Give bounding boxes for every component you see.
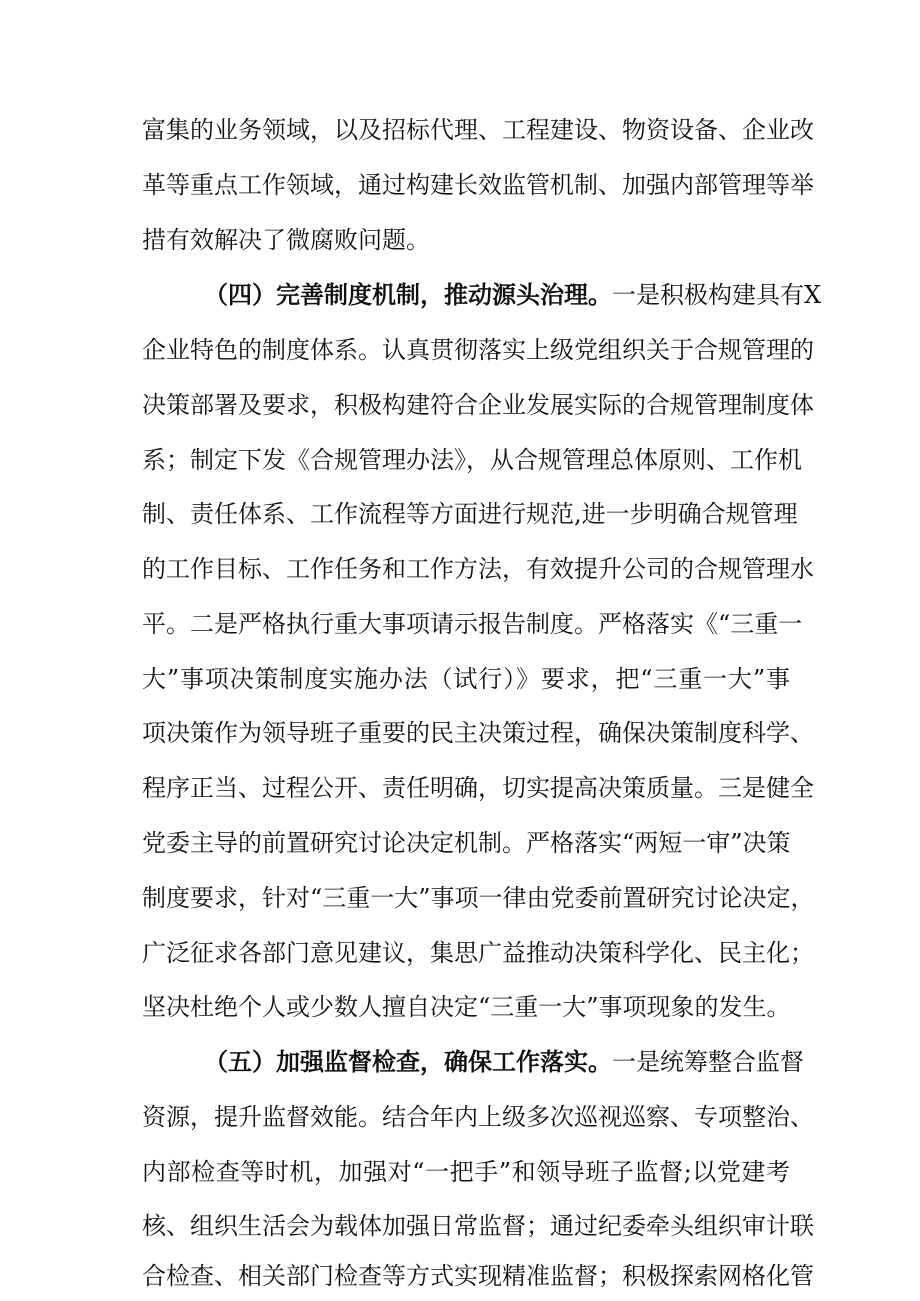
text-line: 核、组织生活会为载体加强日常监督；通过纪委牵头组织审计联 — [142, 1212, 814, 1240]
text-line: 决策部署及要求，积极构建符合企业发展实际的合规管理制度体 — [142, 391, 814, 419]
text-line: 程序正当、过程公开、责任明确，切实提高决策质量。三是健全 — [142, 774, 814, 802]
text-line: 内部检查等时机，加强对“一把手”和领导班子监督;以党建考 — [142, 1158, 790, 1186]
text-line: 制、责任体系、工作流程等方面进行规范,进一步明确合规管理 — [142, 500, 798, 528]
text-line: 资源，提升监督效能。结合年内上级多次巡视巡察、专项整治、 — [142, 1103, 814, 1131]
text-line: 企业特色的制度体系。认真贯彻落实上级党组织关于合规管理的 — [142, 336, 814, 364]
text-line: 的工作目标、工作任务和工作方法，有效提升公司的合规管理水 — [142, 555, 814, 583]
section-five-lead: 一是统筹整合监督 — [612, 1048, 804, 1076]
text-line: 革等重点工作领域，通过构建长效监管机制、加强内部管理等举 — [142, 171, 814, 199]
text-line: 大”事项决策制度实施办法（试行）》要求，把“三重一大”事 — [142, 665, 790, 693]
section-five-heading: （五）加强监督检查，确保工作落实。 — [204, 1048, 612, 1076]
text-line: 制度要求，针对“三重一大”事项一律由党委前置研究讨论决定， — [142, 884, 815, 912]
text-line: 富集的业务领域，以及招标代理、工程建设、物资设备、企业改 — [142, 116, 814, 144]
text-line: 党委主导的前置研究讨论决定机制。严格落实“两短一审”决策 — [142, 829, 791, 857]
text-line: 平。二是严格执行重大事项请示报告制度。严格落实《“三重一 — [142, 610, 803, 638]
section-four-heading: （四）完善制度机制，推动源头治理。 — [204, 281, 612, 309]
section-four-lead: 一是积极构建具有X — [612, 281, 822, 309]
section-four-first-line — [204, 275, 822, 331]
text-line: 措有效解决了微腐败问题。 — [142, 226, 430, 254]
text-line: 广泛征求各部门意见建议，集思广益推动决策科学化、民主化； — [142, 939, 814, 967]
text-line: 合检查、相关部门检查等方式实现精准监督；积极探索网格化管 — [142, 1262, 814, 1290]
text-line: 项决策作为领导班子重要的民主决策过程，确保决策制度科学、 — [142, 719, 814, 747]
section-five-first-line — [204, 1042, 804, 1098]
text-line: 坚决杜绝个人或少数人擅自决定“三重一大”事项现象的发生。 — [142, 993, 791, 1021]
text-line: 系；制定下发《合规管理办法》，从合规管理总体原则、工作机 — [142, 446, 802, 474]
